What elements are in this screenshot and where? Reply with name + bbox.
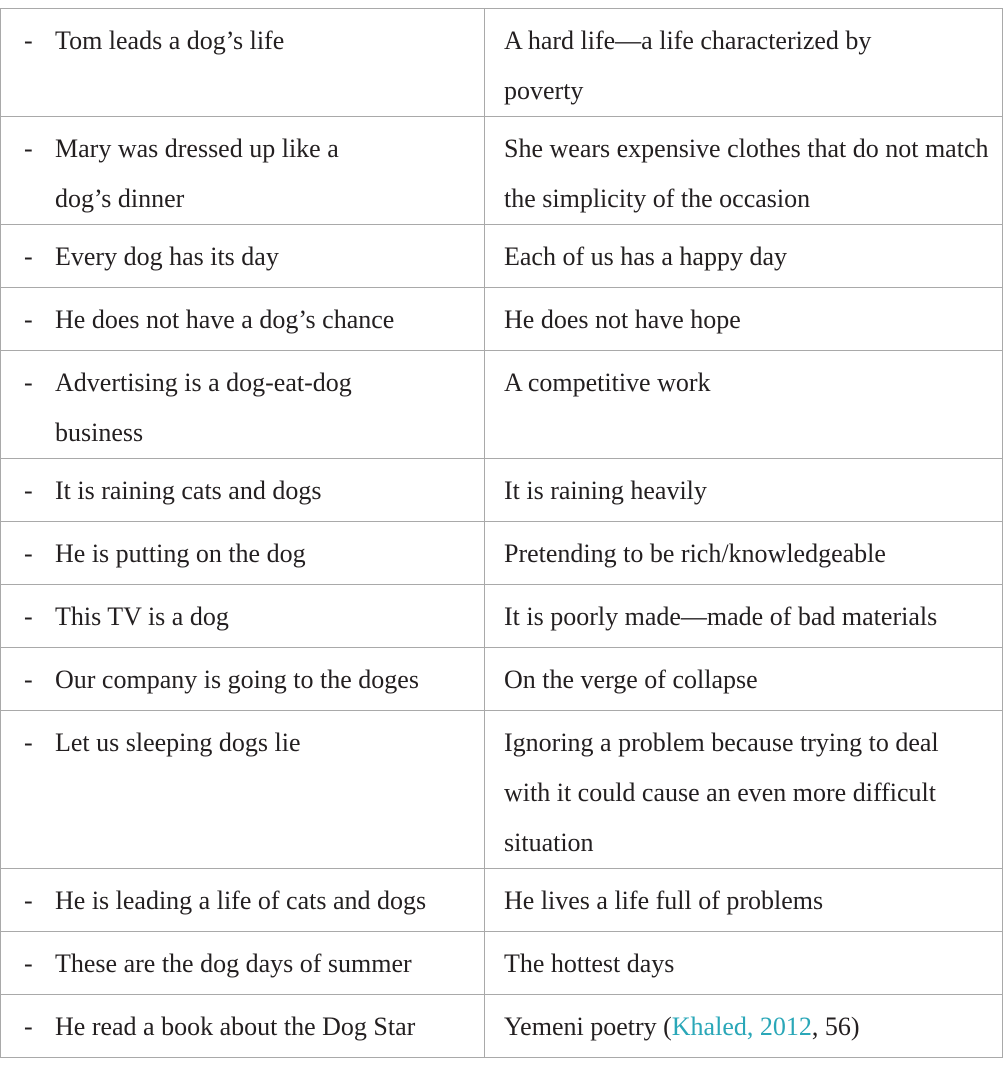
idiom-cell (1, 117, 485, 225)
idiom-cell (1, 869, 485, 932)
meaning-prefix: Yemeni poetry ( (504, 1012, 672, 1041)
bullet-dash: - (24, 949, 33, 978)
meaning-cell: It is poorly made—made of bad materials (485, 585, 1003, 648)
idiom-cell (1, 995, 485, 1058)
meaning-suffix: , 56) (811, 1012, 860, 1041)
idiom-text: These are the dog days of summer (55, 949, 412, 978)
idiom-text: Advertising is a dog-eat-dog business (55, 368, 352, 447)
table-row (1, 522, 1003, 585)
idiom-cell (1, 648, 485, 711)
idiom-text: He is leading a life of cats and dogs (55, 886, 427, 915)
meaning-cell: Ignoring a problem because trying to deal with it could cause an even more difficult situation (485, 711, 1003, 869)
idiom-cell (1, 711, 485, 869)
bullet-dash: - (24, 665, 33, 694)
bullet-dash: - (24, 476, 33, 505)
idiom-text: Let us sleeping dogs lie (55, 728, 301, 757)
meaning-cell: She wears expensive clothes that do not match the simplicity of the occasion (485, 117, 1003, 225)
table-row (1, 288, 1003, 351)
idiom-cell (1, 351, 485, 459)
table-row (1, 932, 1003, 995)
table-row (1, 711, 1003, 869)
meaning-cell: He does not have hope (485, 288, 1003, 351)
idiom-text: He is putting on the dog (55, 539, 306, 568)
meaning-cell: A hard life—a life characterized by poverty (485, 9, 1003, 117)
idiom-text: Every dog has its day (55, 242, 279, 271)
bullet-dash: - (24, 728, 33, 757)
meaning-cell: On the verge of collapse (485, 648, 1003, 711)
idiom-text: Our company is going to the doges (55, 665, 419, 694)
table-row (1, 117, 1003, 225)
meaning-cell: The hottest days (485, 932, 1003, 995)
idiom-text: Tom leads a dog’s life (55, 26, 285, 55)
bullet-dash: - (24, 134, 33, 163)
bullet-dash: - (24, 305, 33, 334)
idioms-table (0, 8, 1003, 1058)
table-row (1, 9, 1003, 117)
meaning-cell: It is raining heavily (485, 459, 1003, 522)
bullet-dash: - (24, 1012, 33, 1041)
table-row (1, 995, 1003, 1058)
bullet-dash: - (24, 602, 33, 631)
meaning-cell: He lives a life full of problems (485, 869, 1003, 932)
idiom-text: This TV is a dog (55, 602, 229, 631)
idiom-cell (1, 522, 485, 585)
meaning-cell (485, 995, 1003, 1058)
idiom-cell (1, 9, 485, 117)
bullet-dash: - (24, 26, 33, 55)
citation-link[interactable]: Khaled, 2012 (671, 1012, 812, 1041)
table-row (1, 585, 1003, 648)
table-row (1, 459, 1003, 522)
table-row (1, 351, 1003, 459)
meaning-cell: A competitive work (485, 351, 1003, 459)
idiom-cell (1, 225, 485, 288)
idiom-cell (1, 585, 485, 648)
bullet-dash: - (24, 886, 33, 915)
idiom-cell (1, 288, 485, 351)
table-row (1, 869, 1003, 932)
idiom-text: He read a book about the Dog Star (55, 1012, 416, 1041)
meaning-cell: Each of us has a happy day (485, 225, 1003, 288)
bullet-dash: - (24, 368, 33, 397)
idiom-text: It is raining cats and dogs (55, 476, 322, 505)
idiom-cell (1, 459, 485, 522)
table-row (1, 648, 1003, 711)
idiom-text: He does not have a dog’s chance (55, 305, 395, 334)
idiom-cell (1, 932, 485, 995)
table-row (1, 225, 1003, 288)
idiom-text: Mary was dressed up like a dog’s dinner (55, 134, 339, 213)
meaning-cell: Pretending to be rich/knowledgeable (485, 522, 1003, 585)
bullet-dash: - (24, 539, 33, 568)
bullet-dash: - (24, 242, 33, 271)
